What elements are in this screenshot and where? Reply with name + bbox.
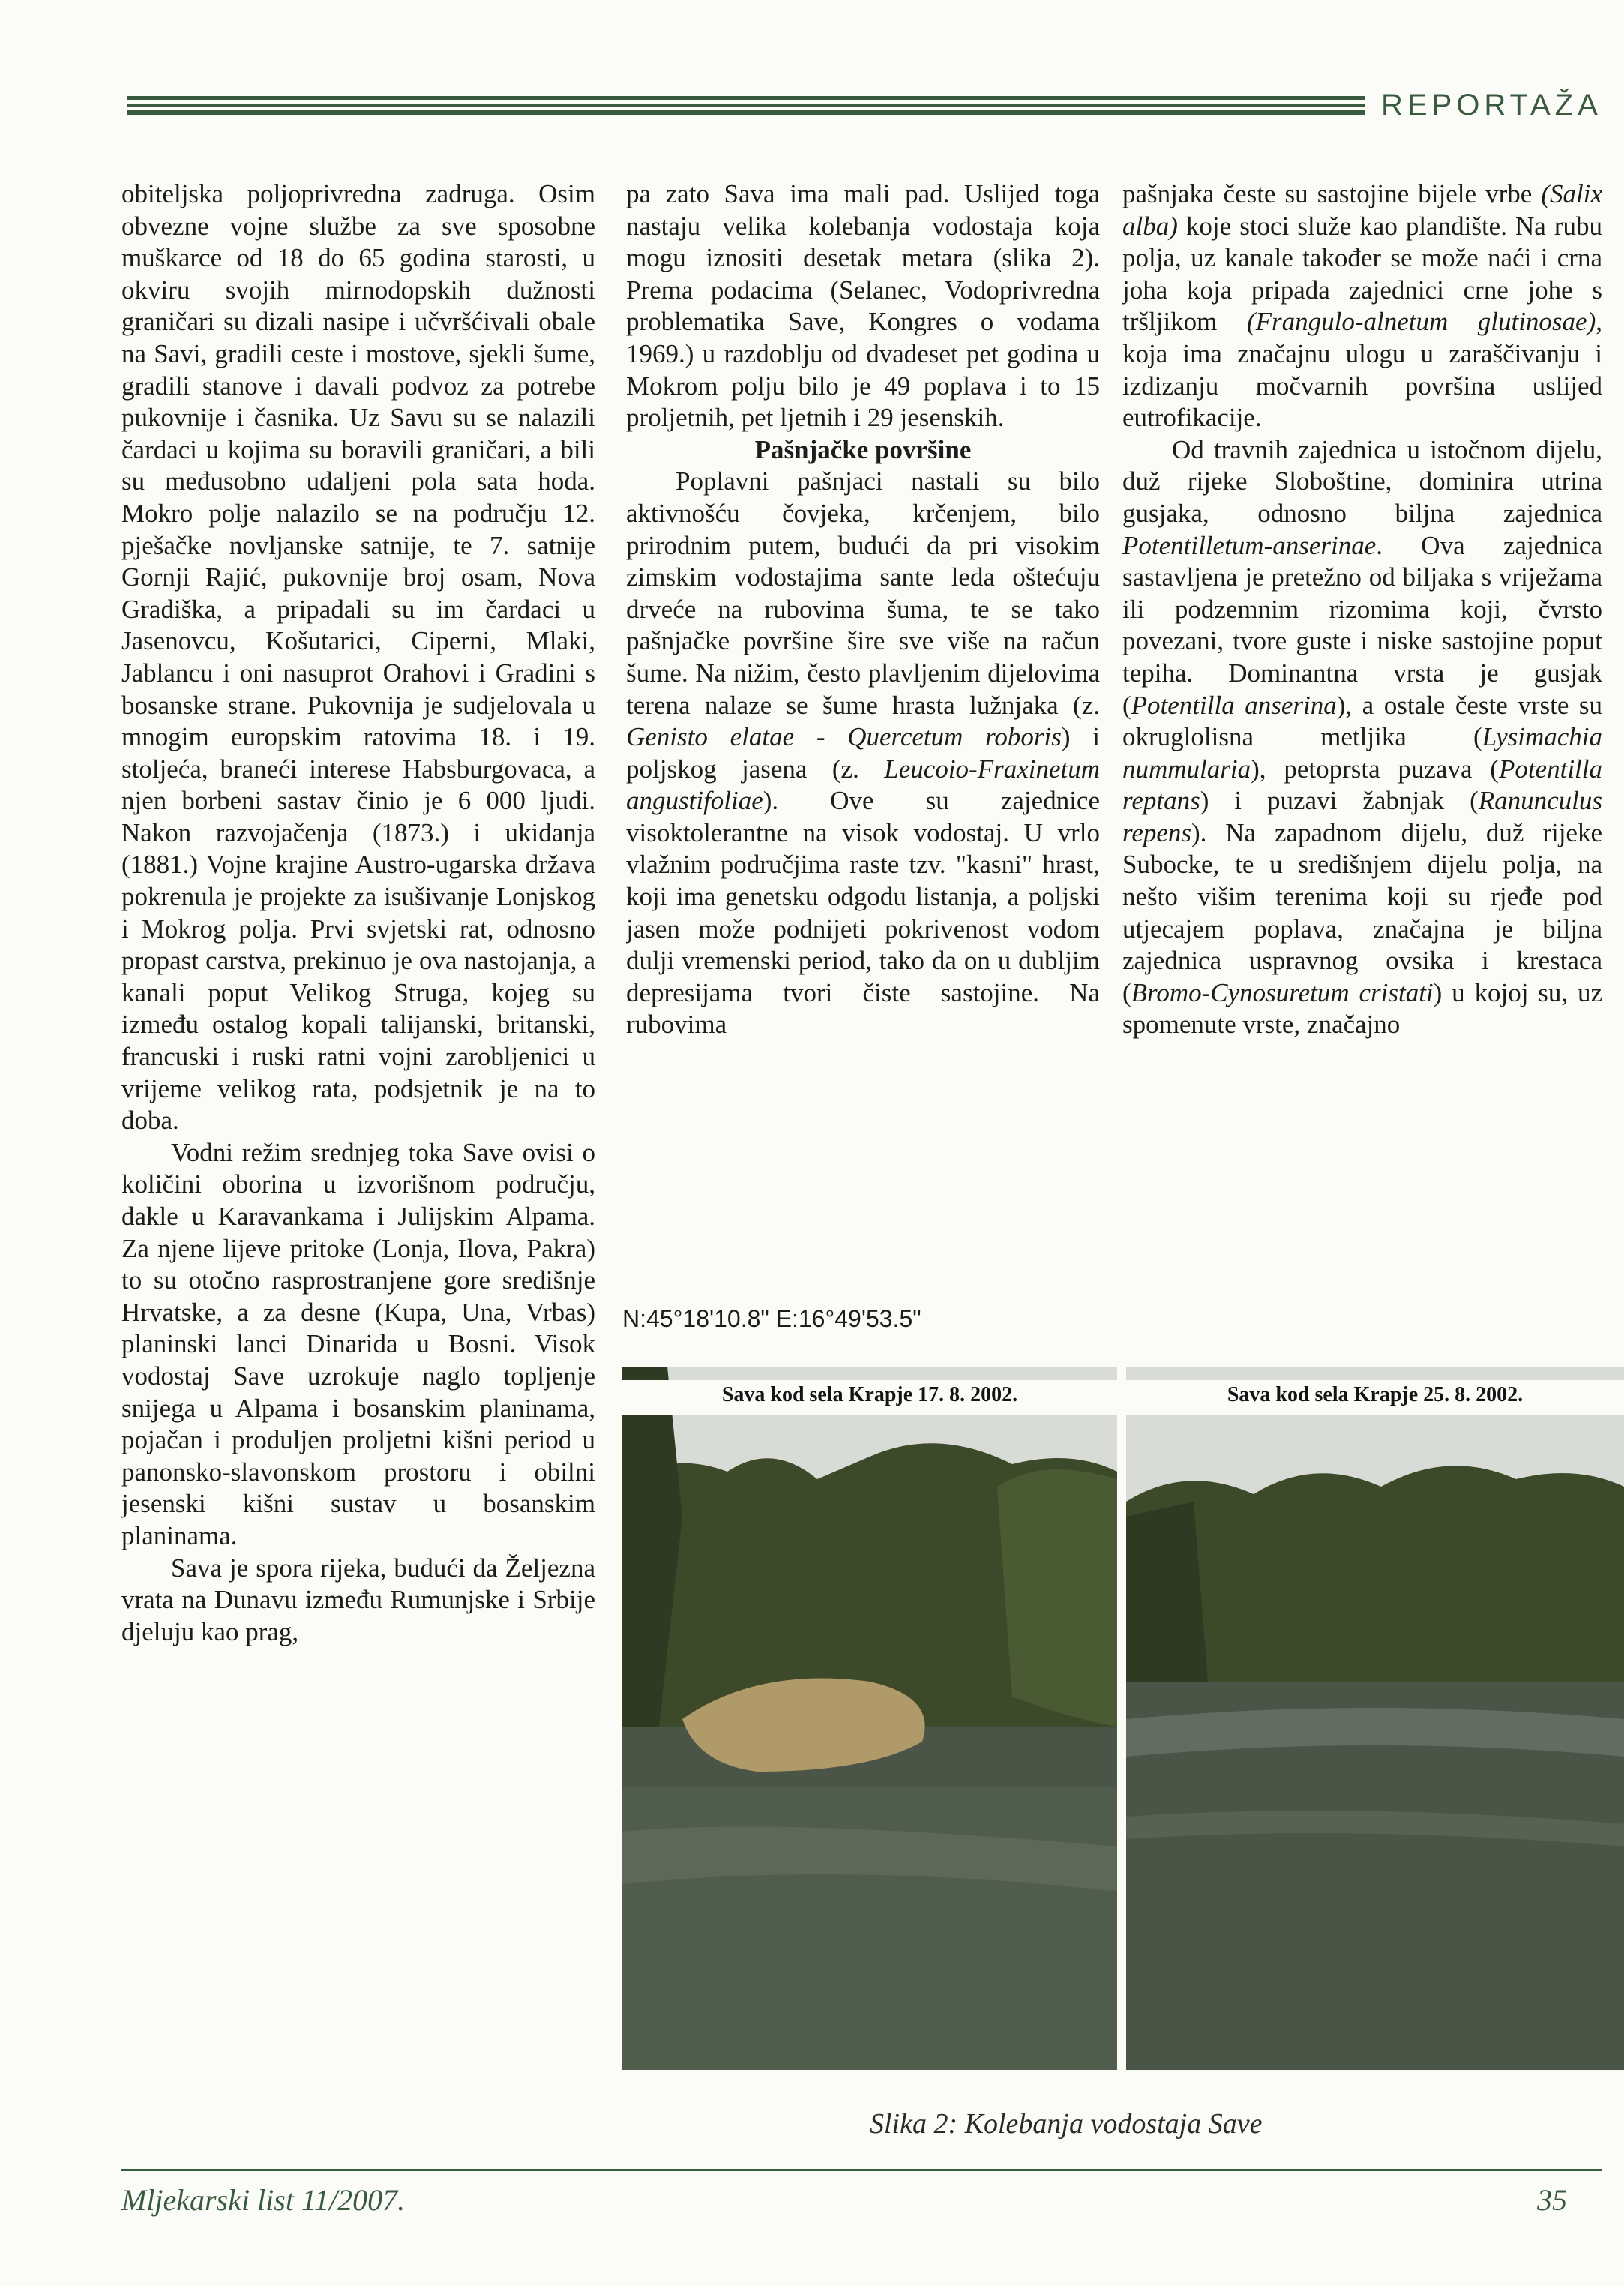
river-photo-illustration — [622, 1366, 1117, 2070]
footer-rule — [121, 2169, 1602, 2171]
paragraph: obiteljska poljoprivredna zadruga. Osim obvezne vojne službe za sve sposobne muškarce od 18 do 65 godina starosti, u okviru svojih mirnodopskih dužnosti graničari su dizali nasipe i učvršćivali obale na Savi, gradili ceste i mostove, sjekli šume, gradili stanove i davali podvoz za potrebe pukovnije i časnika. Uz Savu su se nalazili čardaci u kojima su boravili graničari, a bili su međusobno udaljeni pola sata hoda. Mokro polje nalazilo se na području 12. pješačke novljanske satnije, te 7. satnije Gornji Rajić, pukovnije broj osam, Nova Gradiška, a pripadali su im čardaci u Jasenovcu, Košutarici, Ciperni, Mlaki, Jablancu i oni nasuprot Orahovi i Gradini s bosanske strane. Pukovnija je sudjelovala u mnogim europskim ratovima 18. i 19. stoljeća, braneći interese Habsburgovaca, a njen borbeni sastav činio je 6 000 ljudi. Nakon razvojačenja (1873.) i ukidanja (1881.) Vojne krajine Austro-ugarska država pokrenula je projekte za isušivanje Lonjskog i Mokrog polja. Prvi svjetski rat, odnosno propast carstva, prekinuo je ova nastojanja, a kanali poput Velikog Struga, kojeg su između ostalog kopali talijanski, britanski, francuski i ruski ratni vojni zarobljenici u vrijeme velikog rata, podsjetnik je na to doba. — [121, 179, 595, 1136]
publication-name: Mljekarski list 11/2007. — [121, 2183, 406, 2217]
river-photo-illustration — [1126, 1366, 1624, 2070]
section-title: REPORTAŽA — [1381, 88, 1602, 122]
paragraph: Poplavni pašnjaci nastali su bilo aktivnošću čovjeka, krčenjem, bilo prirodnim putem, budući da pri visokim zimskim vodostajima sante leda oštećuju drveće na rubovima šuma, te se tako pašnjačke površine šire sve više na račun šume. Na nižim, često plavljenim dijelovima terena nalaze se šume hrasta lužnjaka (z. Genisto elatae - Quercetum roboris) i poljskog jasena (z. Leucoio-Fraxinetum angustifoliae). Ove su zajednice visoktolerantne na visok vodostaj. U vrlo vlažnim područjima raste tzv. "kasni" hrast, koji ima genetsku odgodu listanja, a poljski jasen može podnijeti pokrivenost vodom dulji vremenski period, tako da on u dubljim depresijama tvori čiste sastojine. Na rubovima — [626, 466, 1100, 1040]
paragraph: Sava je spora rijeka, budući da Željezna vrata na Dunavu između Rumunjske i Srbije djeluju kao prag, — [121, 1552, 595, 1646]
figure-caption: Slika 2: Kolebanja vodostaja Save — [870, 2108, 1263, 2140]
text-column-3 — [1122, 178, 1602, 1281]
page-number: 35 — [1537, 2183, 1567, 2217]
gps-coordinates: N:45°18'10.8" E:16°49'53.5" — [622, 1305, 921, 1332]
photo-title: Sava kod sela Krapje 17. 8. 2002. — [622, 1380, 1117, 1414]
subheading: Pašnjačke površine — [754, 434, 972, 464]
header-rules — [127, 96, 1365, 118]
paragraph: pa zato Sava ima mali pad. Uslijed toga nastaju velika kolebanja vodostaja koja mogu iznositi desetak metara (slika 2). Prema podacima (Selanec, Vodoprivredna problematika Save, Kongres o vodama 1969.) u razdoblju od dvadeset pet godina u Mokrom polju bilo je 49 poplava i to 15 proljetnih, pet ljetnih i 29 jesenskih. — [626, 179, 1100, 433]
photo-sava-17-aug — [622, 1366, 1117, 2070]
paragraph: Vodni režim srednjeg toka Save ovisi o količini oborina u izvorišnom području, dakle u Karavankama i Julijskim Alpama. Za njene lijeve pritoke (Lonja, Ilova, Pakra) to su otočno rasprostranjene gore središnje Hrvatske, a za desne (Kupa, Una, Vrbas) planinski lanci Dinarida u Bosni. Visok vodostaj Save uzrokuje naglo topljenje snijega u Alpama i bosanskim planinama, pojačan i produljen proljetni kišni period u panonsko-slavonskom prostoru i obilni jesenski kišni sustav u bosanskim planinama. — [121, 1137, 595, 1550]
paragraph: pašnjaka česte su sastojine bijele vrbe (Salix alba) koje stoci služe kao plandište. Na rubu polja, uz kanale također se može naći i crna joha koja pripada zajednici crne johe s tršljikom (Frangulo-alnetum glutinosae), koja ima značajnu ulogu u zaraščivanju i izdizanju močvarnih površina uslijed eutrofikacije. — [1122, 179, 1602, 433]
photo-sava-25-aug — [1126, 1366, 1624, 2070]
paragraph: Od travnih zajednica u istočnom dijelu, duž rijeke Sloboštine, dominira utrina gusjaka, odnosno biljna zajednica Potentilletum-anserinae. Ova zajednica sastavljena je pretežno od biljaka s vriježama ili podzemnim rizomima koji, čvrsto povezani, tvore guste i niske sastojine poput tepiha. Dominantna vrsta je gusjak (Potentilla anserina), a ostale česte vrste su okruglolisna metljika (Lysimachia nummularia), petoprsta puzava (Potentilla reptans) i puzavi žabnjak (Ranunculus repens). Na zapadnom dijelu, duž rijeke Subocke, te u središnjem dijelu polja, na nešto višim terenima koji su rjeđe pod utjecajem poplava, značajna je biljna zajednica uspravnog ovsika i krestaca (Bromo-Cynosuretum cristati) u kojoj su, uz spomenute vrste, značajno — [1122, 434, 1602, 1040]
text-column-2 — [626, 178, 1100, 1281]
text-column-1 — [121, 178, 595, 2133]
photo-title: Sava kod sela Krapje 25. 8. 2002. — [1126, 1380, 1624, 1414]
